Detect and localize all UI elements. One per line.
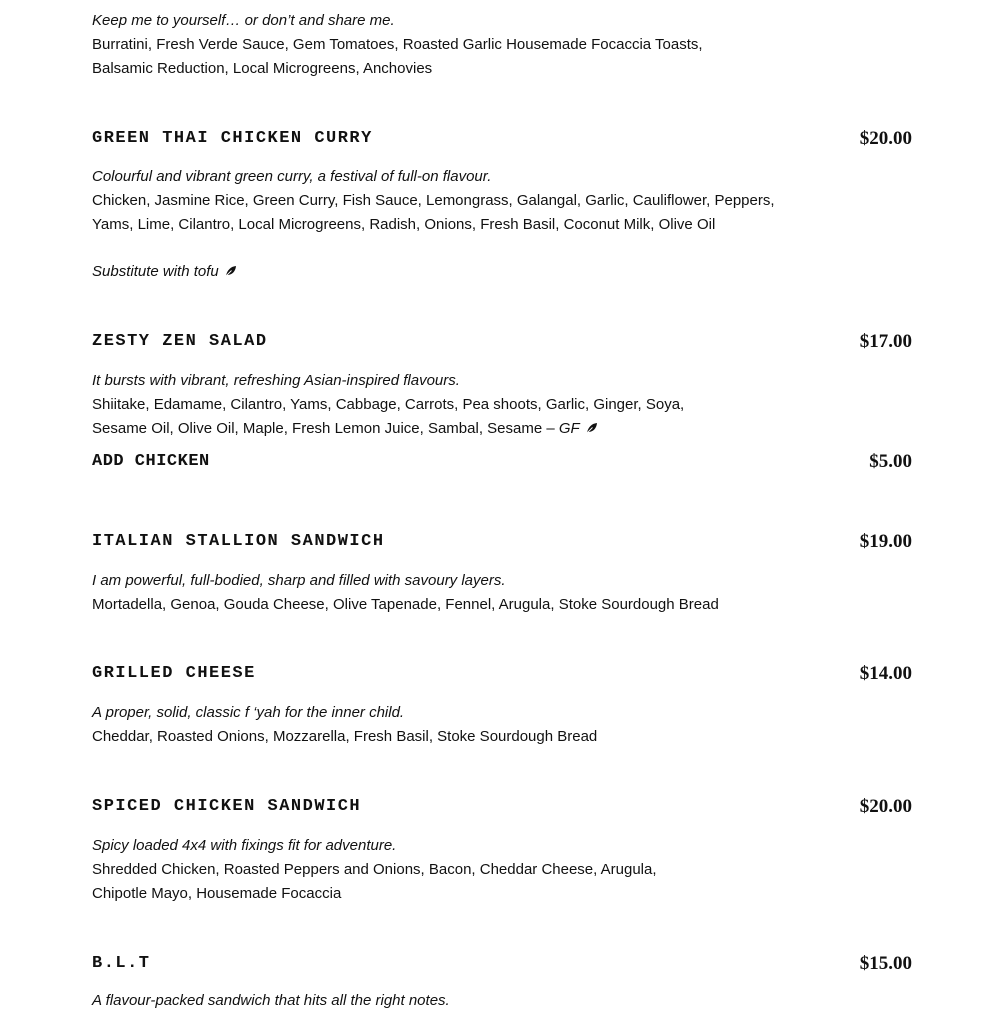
spiced-chicken-header — [92, 795, 912, 819]
blt-name: B.L.T — [92, 954, 151, 973]
italian-stallion-price: $19.00 — [859, 531, 912, 552]
zesty-salad-ingredients-line-2-text: Sesame Oil, Olive Oil, Maple, Fresh Lemon Juice, Sambal, Sesame – — [92, 420, 555, 437]
green-curry-substitute — [92, 260, 237, 284]
italian-stallion-name: ITALIAN STALLION SANDWICH — [92, 532, 385, 551]
add-chicken-header — [92, 450, 912, 474]
green-curry-substitute-text: Substitute with tofu — [92, 263, 219, 280]
add-chicken-name: ADD CHICKEN — [92, 452, 210, 471]
zesty-salad-ingredients-line-1: Shiitake, Edamame, Cilantro, Yams, Cabbage, Carrots, Pea shoots, Garlic, Ginger, Soya, — [92, 396, 685, 413]
italian-stallion-ingredients: Mortadella, Genoa, Gouda Cheese, Olive Tapenade, Fennel, Arugula, Stoke Sourdough Bread — [92, 596, 719, 613]
grilled-cheese-tagline: A proper, solid, classic f ‘yah for the inner child. — [92, 704, 405, 721]
blt-tagline: A flavour-packed sandwich that hits all the right notes. — [92, 992, 450, 1009]
zesty-salad-tagline: It bursts with vibrant, refreshing Asian-inspired flavours. — [92, 372, 460, 389]
zesty-salad-ingredients-line-2 — [92, 417, 598, 441]
zesty-salad-header — [92, 330, 912, 354]
green-curry-ingredients-line-2: Yams, Lime, Cilantro, Local Microgreens, Radish, Onions, Fresh Basil, Coconut Milk, Olive Oil — [92, 216, 716, 233]
blt-price: $15.00 — [859, 953, 912, 974]
burrata-ingredients-line-1: Burratini, Fresh Verde Sauce, Gem Tomatoes, Roasted Garlic Housemade Focaccia Toasts, — [92, 36, 703, 53]
grilled-cheese-ingredients: Cheddar, Roasted Onions, Mozzarella, Fresh Basil, Stoke Sourdough Bread — [92, 728, 598, 745]
gluten-free-label: GF — [558, 420, 580, 437]
leaf-icon — [225, 265, 237, 277]
spiced-chicken-price: $20.00 — [859, 796, 912, 817]
grilled-cheese-name: GRILLED CHEESE — [92, 664, 256, 683]
italian-stallion-header — [92, 530, 912, 554]
burrata-tagline: Keep me to yourself… or don’t and share me. — [92, 12, 395, 29]
green-curry-header — [92, 127, 912, 151]
burrata-ingredients-line-2: Balsamic Reduction, Local Microgreens, Anchovies — [92, 60, 433, 77]
leaf-icon — [586, 422, 598, 434]
spiced-chicken-ingredients-line-2: Chipotle Mayo, Housemade Focaccia — [92, 885, 342, 902]
zesty-salad-name: ZESTY ZEN SALAD — [92, 332, 268, 351]
green-curry-name: GREEN THAI CHICKEN CURRY — [92, 129, 373, 148]
spiced-chicken-tagline: Spicy loaded 4x4 with fixings fit for adventure. — [92, 837, 397, 854]
grilled-cheese-price: $14.00 — [859, 663, 912, 684]
green-curry-tagline: Colourful and vibrant green curry, a festival of full-on flavour. — [92, 168, 492, 185]
add-chicken-price: $5.00 — [869, 451, 912, 472]
italian-stallion-tagline: I am powerful, full-bodied, sharp and filled with savoury layers. — [92, 572, 506, 589]
green-curry-ingredients-line-1: Chicken, Jasmine Rice, Green Curry, Fish Sauce, Lemongrass, Galangal, Garlic, Cauliflower, Peppers, — [92, 192, 775, 209]
spiced-chicken-ingredients-line-1: Shredded Chicken, Roasted Peppers and Onions, Bacon, Cheddar Cheese, Arugula, — [92, 861, 657, 878]
green-curry-price: $20.00 — [859, 128, 912, 149]
zesty-salad-price: $17.00 — [859, 331, 912, 352]
spiced-chicken-name: SPICED CHICKEN SANDWICH — [92, 797, 362, 816]
grilled-cheese-header — [92, 662, 912, 686]
blt-header — [92, 952, 912, 976]
menu-page — [92, 0, 912, 1009]
